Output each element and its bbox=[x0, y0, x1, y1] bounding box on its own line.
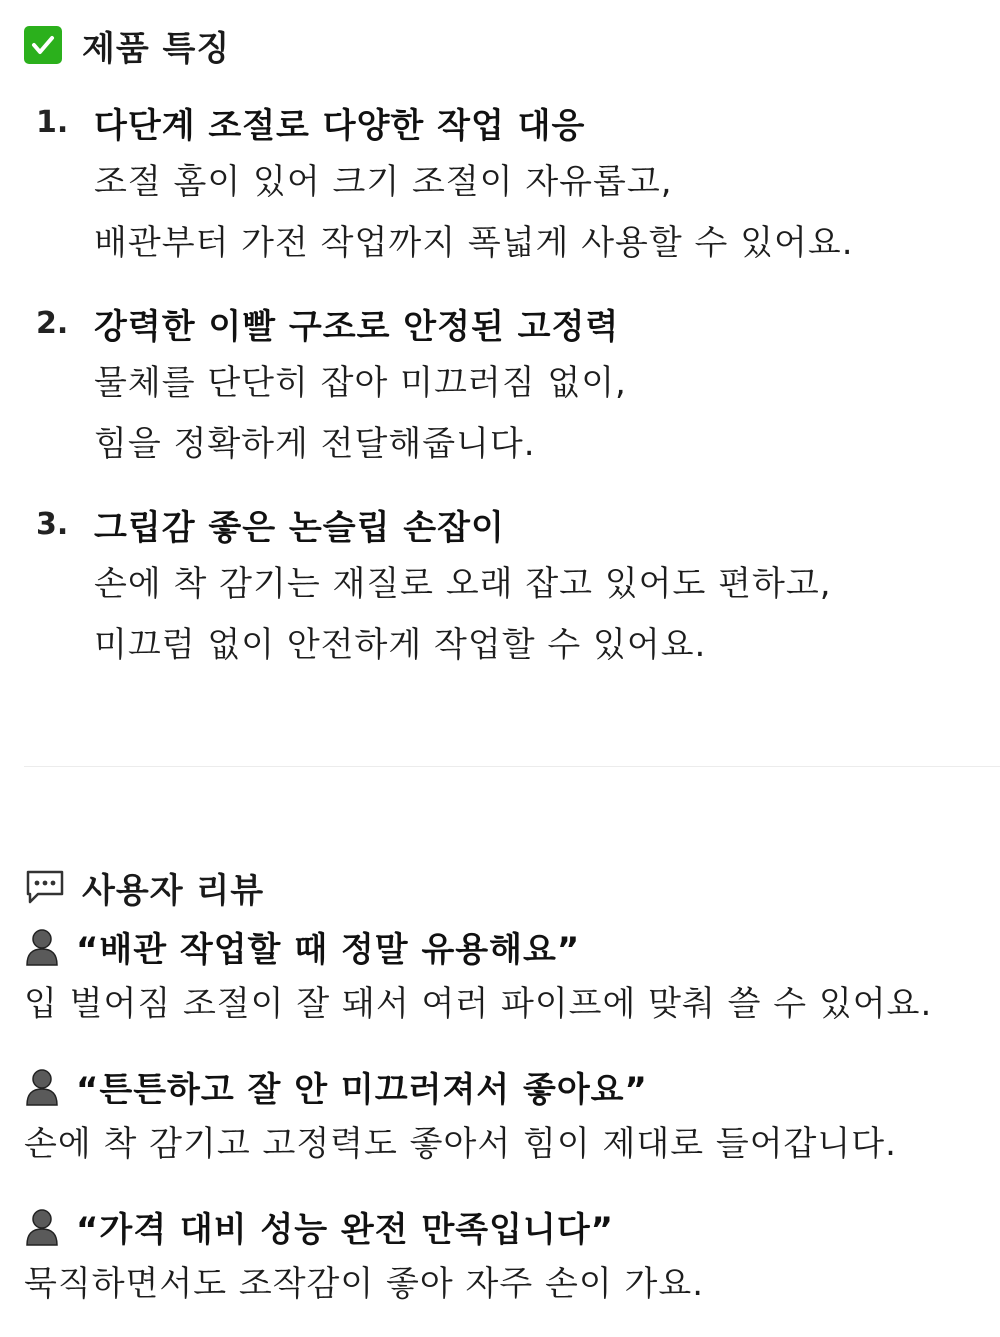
review-text: 입 벌어짐 조절이 잘 돼서 여러 파이프에 맞춰 쓸 수 있어요. bbox=[24, 984, 933, 1024]
feature-title: 다단계 조절로 다양한 작업 대응 bbox=[94, 105, 586, 146]
feature-number: 1. bbox=[36, 104, 69, 140]
reviews-title: 사용자 리뷰 bbox=[82, 870, 265, 911]
person-icon bbox=[24, 1066, 60, 1106]
feature-title: 그립감 좋은 논슬립 손잡이 bbox=[94, 507, 505, 548]
review-item bbox=[24, 1198, 984, 1314]
person-icon bbox=[24, 926, 60, 966]
review-text: 손에 착 감기고 고정력도 좋아서 힘이 제대로 들어갑니다. bbox=[24, 1124, 897, 1164]
feature-item bbox=[36, 92, 976, 274]
review-quote: “튼튼하고 잘 안 미끄러져서 좋아요” bbox=[76, 1069, 648, 1110]
feature-description-line: 손에 착 감기는 재질로 오래 잡고 있어도 편하고, bbox=[94, 564, 832, 604]
features-title: 제품 특징 bbox=[82, 28, 231, 69]
feature-description-line: 조절 홈이 있어 크기 조절이 자유롭고, bbox=[94, 162, 673, 202]
feature-number: 3. bbox=[36, 506, 69, 542]
review-item bbox=[24, 918, 984, 1034]
review-item bbox=[24, 1058, 984, 1174]
feature-item bbox=[36, 494, 976, 676]
person-icon bbox=[24, 1206, 60, 1246]
check-mark-icon bbox=[24, 26, 62, 64]
features-heading bbox=[24, 18, 230, 72]
feature-description-line: 물체를 단단히 잡아 미끄러짐 없이, bbox=[94, 363, 627, 403]
review-quote: “배관 작업할 때 정말 유용해요” bbox=[76, 929, 581, 970]
review-text: 묵직하면서도 조작감이 좋아 자주 손이 가요. bbox=[24, 1264, 705, 1304]
feature-title: 강력한 이빨 구조로 안정된 고정력 bbox=[94, 306, 620, 347]
feature-number: 2. bbox=[36, 305, 69, 341]
feature-description-line: 미끄럼 없이 안전하게 작업할 수 있어요. bbox=[94, 625, 707, 665]
section-divider bbox=[24, 766, 1000, 767]
feature-item bbox=[36, 293, 976, 475]
feature-description-line: 힘을 정확하게 전달해줍니다. bbox=[94, 424, 536, 464]
feature-description-line: 배관부터 가전 작업까지 폭넓게 사용할 수 있어요. bbox=[94, 223, 854, 263]
speech-bubble-icon bbox=[24, 868, 66, 906]
review-quote: “가격 대비 성능 완전 만족입니다” bbox=[76, 1209, 615, 1250]
reviews-heading bbox=[24, 860, 264, 914]
